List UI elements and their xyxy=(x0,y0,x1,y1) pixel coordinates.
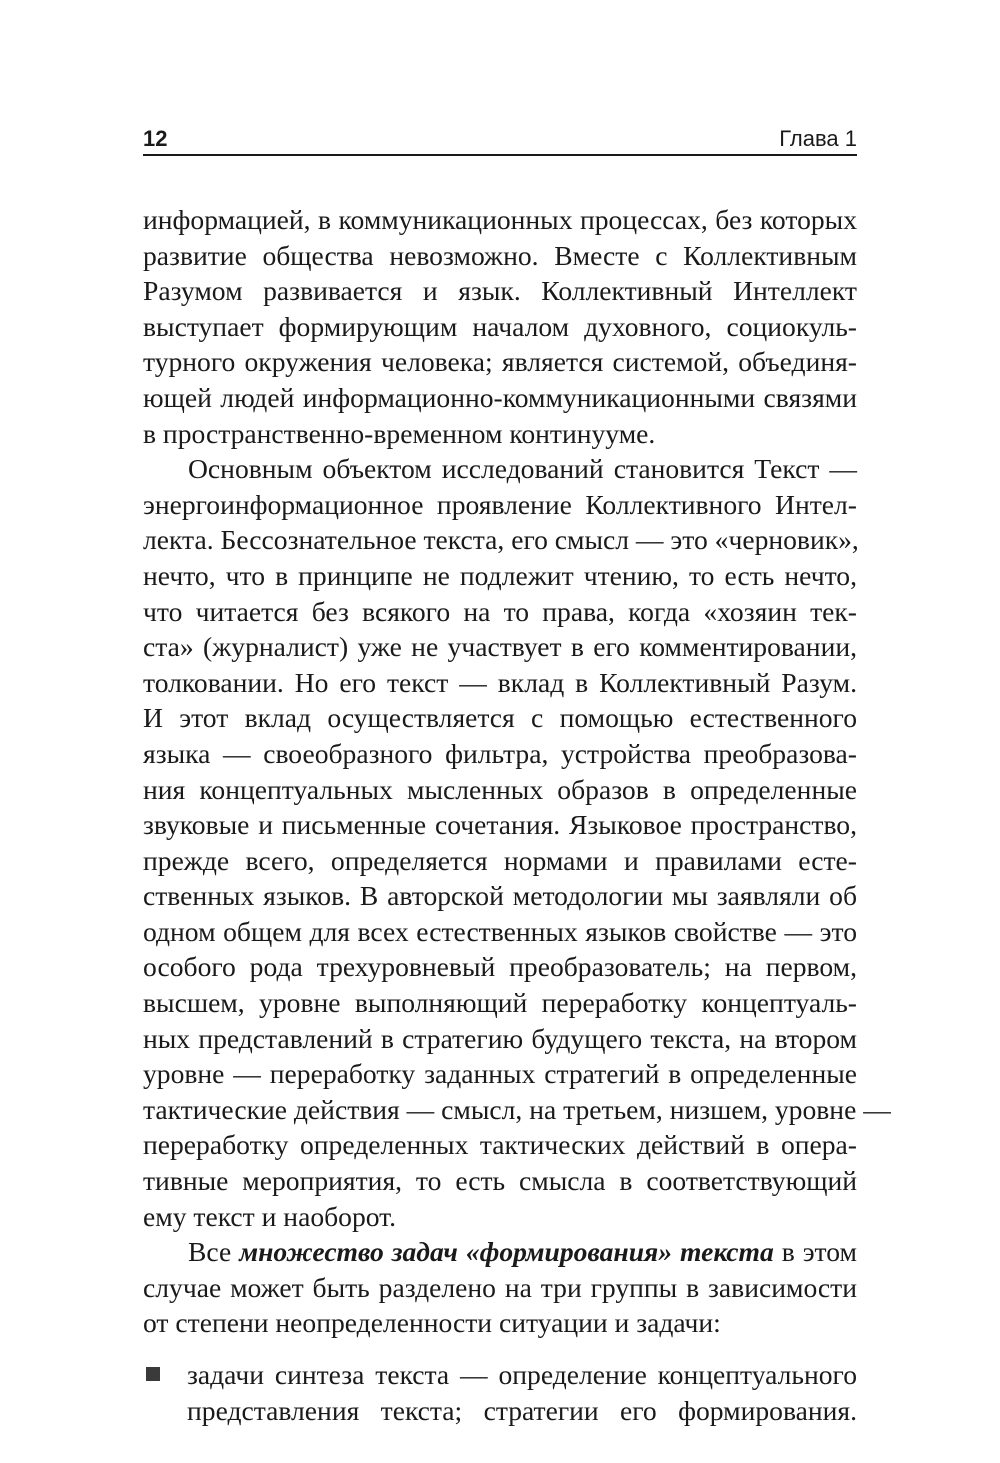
text-fragment: Все xyxy=(188,1236,240,1268)
text-line: И этот вклад осуществляется с помощью естественного xyxy=(143,702,857,734)
page-header xyxy=(143,122,857,156)
bullet-list-item xyxy=(143,1357,857,1428)
text-line: нечто, что в принципе не подлежит чтению, то есть нечто, xyxy=(143,559,857,591)
text-line: прежде всего, определяется нормами и правилами есте- xyxy=(143,844,857,876)
text-line: в пространственно-временном континууме. xyxy=(143,417,656,449)
text-line: высшем, уровне выполняющий переработку концептуаль- xyxy=(143,987,857,1019)
text-line: тактические действия — смысл, на третьем, низшем, уровне — xyxy=(143,1093,891,1125)
text-line: развитие общества невозможно. Вместе с Коллективным xyxy=(143,239,857,271)
emphasis-text: множество задач «формирования» текста xyxy=(239,1236,774,1268)
text-line: одном общем для всех естественных языков свойстве — это xyxy=(143,915,857,947)
body-text xyxy=(143,202,891,1428)
text-line: толковании. Но его текст — вклад в Коллективный Разум. xyxy=(143,666,857,698)
page-number: 12 xyxy=(143,126,168,151)
text-line: тивные мероприятия, то есть смысла в соответствующий xyxy=(143,1165,857,1197)
text-line: переработку определенных тактических действий в опера- xyxy=(143,1129,857,1161)
square-bullet-icon xyxy=(146,1367,160,1381)
text-line: энергоинформационное проявление Коллективного Интел- xyxy=(143,488,857,520)
text-line: лекта. Бессознательное текста, его смысл — это «черновик», xyxy=(143,524,859,556)
text-line: уровне — переработку заданных стратегий в определенные xyxy=(143,1058,857,1090)
text-line: ему текст и наоборот. xyxy=(143,1200,397,1232)
text-line: ных представлений в стратегию будущего текста, на втором xyxy=(143,1022,857,1054)
text-line: ственных языков. В авторской методологии мы заявляли об xyxy=(143,880,857,912)
paragraph-3 xyxy=(143,1234,857,1341)
text-line: Разумом развивается и язык. Коллективный Интеллект xyxy=(143,275,857,307)
text-line: случае может быть разделено на три группы в зависимости xyxy=(143,1271,857,1303)
paragraph-1 xyxy=(143,202,857,451)
text-line: турного окружения человека; является системой, объединя- xyxy=(143,346,857,378)
text-line: задачи синтеза текста — определение концептуального xyxy=(187,1359,857,1390)
text-line: от степени неопределенности ситуации и задачи: xyxy=(143,1307,721,1339)
text-line: ющей людей информационно-коммуникационными связями xyxy=(143,381,857,413)
text-line: выступает формирующим началом духовного, социокуль- xyxy=(143,310,857,342)
text-line: языка — своеобразного фильтра, устройства преобразова- xyxy=(143,737,857,769)
chapter-title: Глава 1 xyxy=(779,126,857,151)
text-line: Основным объектом исследований становится Текст — xyxy=(188,453,857,485)
text-line: представления текста; стратегии его формирования. xyxy=(187,1394,857,1426)
text-line: ния концептуальных мысленных образов в определенные xyxy=(143,773,857,805)
text-line: особого рода трехуровневый преобразователь; на первом, xyxy=(143,951,857,983)
text-line xyxy=(143,1234,857,1270)
text-line: информацией, в коммуникационных процессах, без которых xyxy=(143,204,857,235)
paragraph-2 xyxy=(143,451,891,1234)
text-fragment: в этом xyxy=(773,1236,857,1268)
text-line: что читается без всякого на то права, когда «хозяин тек- xyxy=(143,595,857,627)
text-line: ста» (журналист) уже не участвует в его комментировании, xyxy=(143,631,857,663)
text-line: звуковые и письменные сочетания. Языковое пространство, xyxy=(143,809,857,841)
